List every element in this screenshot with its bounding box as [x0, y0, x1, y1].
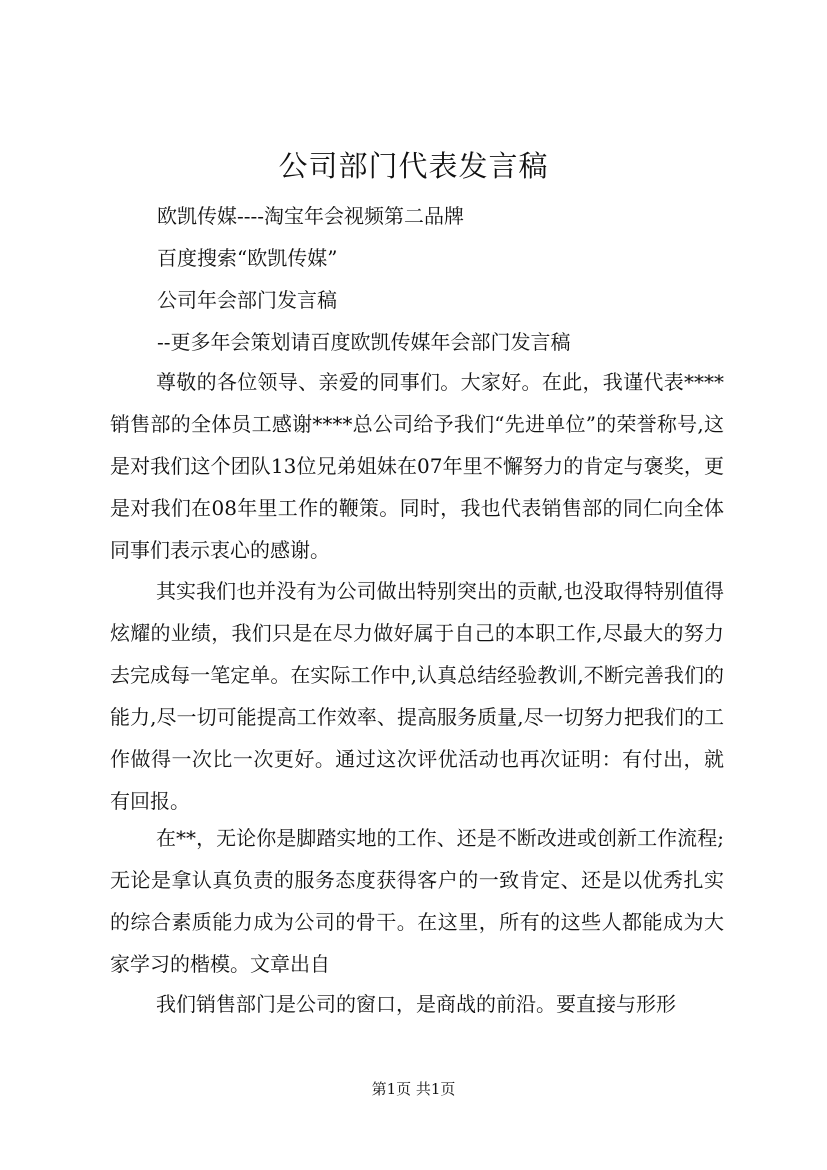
- meta-line-source: 欧凯传媒----淘宝年会视频第二品牌: [157, 204, 465, 228]
- meta-line-subtitle: 公司年会部门发言稿: [157, 288, 337, 312]
- document-title: 公司部门代表发言稿: [278, 149, 549, 183]
- paragraph-sales: 我们销售部门是公司的窗口，是商战的前沿。要直接与形形: [156, 992, 676, 1016]
- paragraph-work: 其实我们也并没有为公司做出特别突出的贡献,也没取得特别值得炫耀的业绩，我们只是在尽力做好属于自己的本职工作,尽最大的努力去完成每一笔定单。在实际工作中,认真总结经验教训,不断完善我们的能力,尽一切可能提高工作效率、提高服务质量,尽一切努力把我们的工作做得一次比一次更好。通过这次评优活动也再次证明：有付出，就有回报。: [110, 579, 724, 813]
- meta-line-more: --更多年会策划请百度欧凯传媒年会部门发言稿: [157, 330, 571, 354]
- paragraph-greeting: 尊敬的各位领导、亲爱的同事们。大家好。在此，我谨代表****销售部的全体员工感谢****总公司给予我们“先进单位”的荣誉称号,这是对我们这个团队13位兄弟姐妹在07年里不懈努力的肯定与褒奖，更是对我们在08年里工作的鞭策。同时，我也代表销售部的同仁向全体同事们表示衷心的感谢。: [110, 370, 724, 562]
- paragraph-models: 在**，无论你是脚踏实地的工作、还是不断改进或创新工作流程;无论是拿认真负责的服务态度获得客户的一致肯定、还是以优秀扎实的综合素质能力成为公司的骨干。在这里，所有的这些人都能成为大家学习的楷模。文章出自: [110, 826, 724, 976]
- meta-line-search: 百度搜索“欧凯传媒”: [157, 246, 338, 270]
- page-footer: 第1页 共1页: [371, 1080, 456, 1098]
